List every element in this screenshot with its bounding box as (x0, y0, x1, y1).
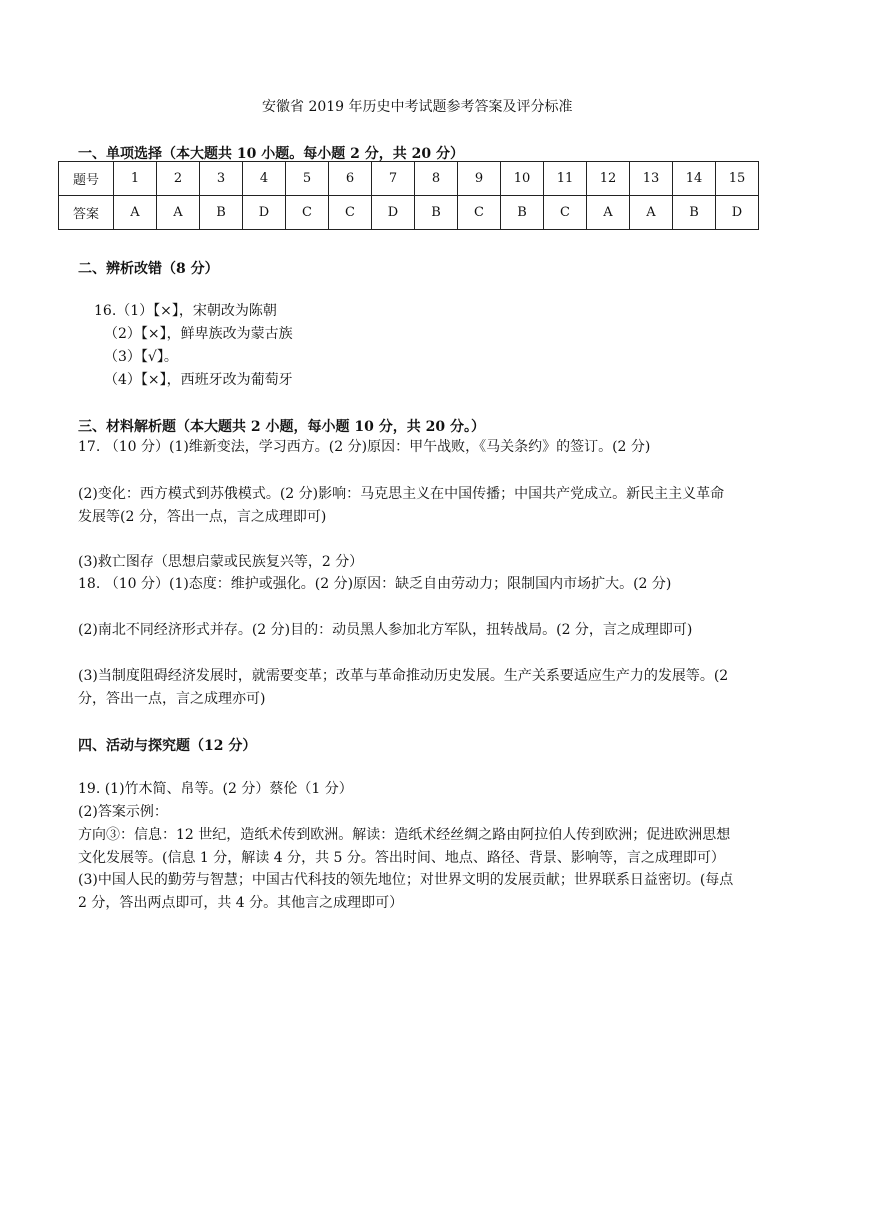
answer-line: (3)中国人民的勤劳与智慧；中国古代科技的领先地位；对世界文明的发展贡献；世界联系日益密切。(每点 (78, 872, 734, 888)
answer-line: (2)答案示例： (78, 804, 168, 820)
answer-cell: D (372, 196, 415, 230)
answer-line: 发展等(2 分，答出一点，言之成理即可) (78, 509, 327, 525)
question-number: 5 (286, 162, 329, 196)
question-number: 9 (458, 162, 501, 196)
table-row (59, 162, 759, 196)
answer-cell: C (544, 196, 587, 230)
section4-heading: 四、活动与探究题（12 分） (78, 738, 257, 754)
answer-cell: A (157, 196, 200, 230)
answer-line: 方向③：信息：12 世纪，造纸术传到欧洲。解读：造纸术经丝绸之路由阿拉伯人传到欧洲；促进欧洲思想 (78, 827, 731, 843)
section3-heading: 三、材料解析题（本大题共 2 小题，每小题 10 分，共 20 分。） (78, 419, 485, 435)
question-number: 4 (243, 162, 286, 196)
question-number: 13 (630, 162, 673, 196)
question-number: 14 (673, 162, 716, 196)
answer-cell: A (587, 196, 630, 230)
answer-line: 18. （10 分）(1)态度：维护或强化。(2 分)原因：缺乏自由劳动力；限制国内市场扩大。(2 分) (78, 576, 672, 592)
question-number: 3 (200, 162, 243, 196)
answer-line: (2)南北不同经济形式并存。(2 分)目的：动员黑人参加北方军队，扭转战局。(2 分，言之成理即可) (78, 622, 693, 638)
section2-heading: 二、辨析改错（8 分） (78, 261, 219, 277)
answer-line: (3)救亡图存（思想启蒙或民族复兴等，2 分） (78, 554, 364, 570)
question-number: 7 (372, 162, 415, 196)
answer-line: 分，答出一点，言之成理亦可) (78, 691, 266, 707)
answer-table (58, 161, 759, 230)
page-title: 安徽省 2019 年历史中考试题参考答案及评分标准 (262, 99, 573, 115)
answer-cell: B (501, 196, 544, 230)
answer-cell: C (458, 196, 501, 230)
question-number: 8 (415, 162, 458, 196)
answer-cell: D (243, 196, 286, 230)
question-number: 2 (157, 162, 200, 196)
answer-line: （3）【√】。 (104, 349, 178, 365)
row-label: 题号 (59, 162, 114, 196)
answer-cell: C (286, 196, 329, 230)
question-number: 11 (544, 162, 587, 196)
question-number: 10 (501, 162, 544, 196)
question-number: 15 (716, 162, 759, 196)
answer-line: (2)变化：西方模式到苏俄模式。(2 分)影响：马克思主义在中国传播；中国共产党成立。新民主主义革命 (78, 486, 725, 502)
answer-line: (3)当制度阻碍经济发展时，就需要变革；改革与革命推动历史发展。生产关系要适应生产力的发展等。(2 (78, 668, 729, 684)
answer-cell: B (673, 196, 716, 230)
answer-line: 17. （10 分）(1)维新变法，学习西方。(2 分)原因：甲午战败，《马关条约》的签订。(2 分) (78, 439, 651, 455)
question-number: 6 (329, 162, 372, 196)
answer-cell: C (329, 196, 372, 230)
answer-line: （4）【×】，西班牙改为葡萄牙 (104, 372, 293, 388)
answer-line: 16.（1）【×】，宋朝改为陈朝 (94, 303, 277, 319)
row-label: 答案 (59, 196, 114, 230)
section1-heading: 一、单项选择（本大题共 10 小题。每小题 2 分，共 20 分） (78, 146, 464, 162)
table-row (59, 196, 759, 230)
answer-cell: D (716, 196, 759, 230)
answer-cell: A (630, 196, 673, 230)
answer-cell: B (200, 196, 243, 230)
question-number: 1 (114, 162, 157, 196)
answer-cell: B (415, 196, 458, 230)
answer-cell: A (114, 196, 157, 230)
answer-line: （2）【×】，鲜卑族改为蒙古族 (104, 326, 293, 342)
answer-line: 2 分，答出两点即可，共 4 分。其他言之成理即可） (78, 895, 404, 911)
answer-line: 文化发展等。(信息 1 分，解读 4 分，共 5 分。答出时间、地点、路径、背景、影响等，言之成理即可） (78, 850, 725, 866)
answer-line: 19. (1)竹木简、帛等。(2 分）蔡伦（1 分） (78, 781, 353, 797)
question-number: 12 (587, 162, 630, 196)
